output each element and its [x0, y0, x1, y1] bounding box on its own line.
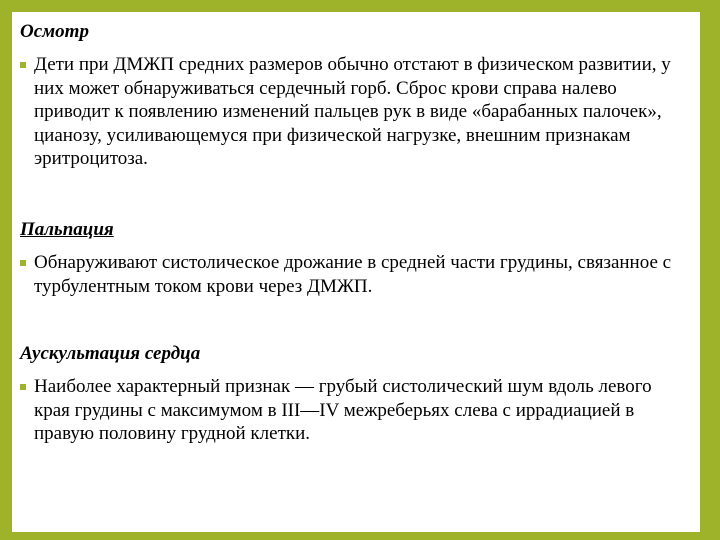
- section-heading: Пальпация: [20, 219, 114, 240]
- bullet-item: [20, 251, 690, 298]
- bullet-text: Дети при ДМЖП средних размеров обычно отстают в физическом развитии, у них может обнаруживаться сердечный горб. Сброс крови справа налево приводит к появлению изменений пальцев рук в виде «барабанных палочек», цианозу, усиливающемуся при физической нагрузке, внешним признакам эритроцитоза.: [34, 54, 671, 169]
- section-palpatsiya: [20, 218, 690, 298]
- bullet-item: [20, 375, 690, 446]
- section-osmotr: [20, 20, 690, 171]
- bullet-text: Наиболее характерный признак — грубый систолический шум вдоль левого края грудины с максимумом в III—IV межреберьях слева с иррадиацией в правую половину грудной клетки.: [34, 376, 652, 444]
- section-heading: Осмотр: [20, 21, 89, 42]
- slide: [12, 12, 700, 532]
- bullet-square-icon: [20, 384, 26, 390]
- section-heading: Аускультация сердца: [20, 343, 201, 364]
- bullet-item: [20, 53, 690, 171]
- bullet-text: Обнаруживают систолическое дрожание в средней части грудины, связанное с турбулентным током крови через ДМЖП.: [34, 252, 672, 297]
- section-auskultatsiya: [20, 342, 690, 446]
- bullet-square-icon: [20, 260, 26, 266]
- bullet-square-icon: [20, 62, 26, 68]
